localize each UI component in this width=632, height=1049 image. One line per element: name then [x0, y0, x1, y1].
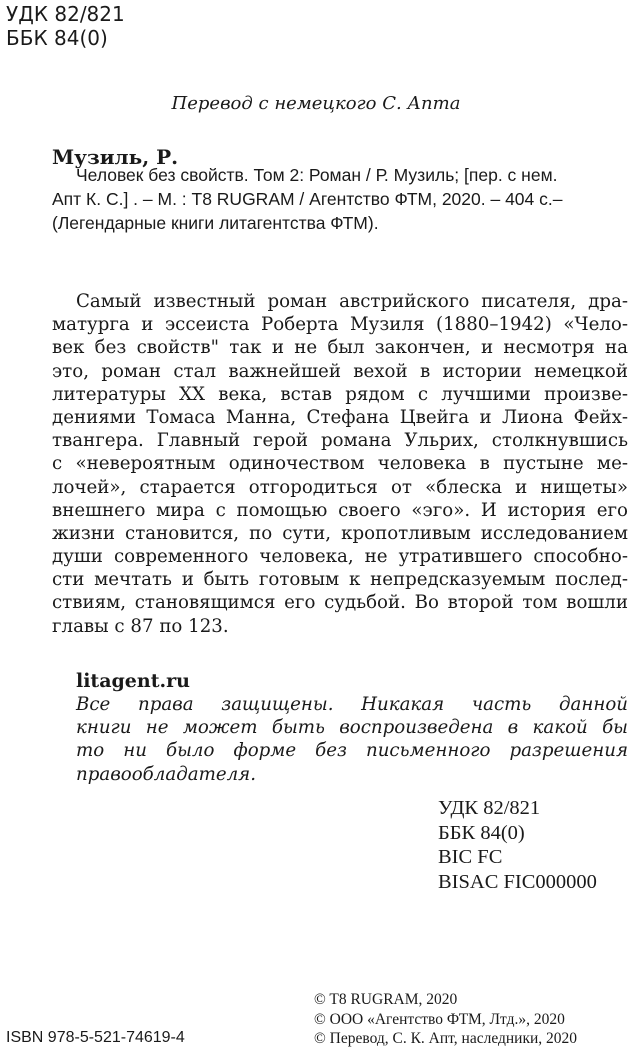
- translation-note: Перевод с немецкого С. Апта: [171, 93, 461, 114]
- isbn: ISBN 978-5-521-74619-4: [6, 1029, 185, 1046]
- author-heading: Музиль, Р.: [52, 145, 179, 169]
- udk-code: УДК 82/821: [438, 797, 541, 819]
- description-paragraph: [52, 290, 628, 638]
- description-line: сти мечтать и быть готовым к непредсказуемым послед-: [52, 569, 628, 591]
- description-line: лочей», старается отгородиться от «блеска и нищеты»: [52, 476, 628, 498]
- rights-line: книги не может быть воспроизведена в какой бы: [76, 717, 628, 739]
- copyright-line: © T8 RUGRAM, 2020: [314, 991, 458, 1008]
- classification-codes: [438, 796, 597, 894]
- biblio-line: Апт К. С.] . – М. : T8 RUGRAM / Агентство ФТМ, 2020. – 404 с.–: [52, 189, 563, 209]
- description-line: Самый известный роман австрийского писателя, дра-: [76, 291, 628, 312]
- rights-line: правообладателя.: [76, 763, 256, 785]
- description-line: главы с 87 по 123.: [52, 615, 229, 637]
- biblio-line: (Легендарные книги литагентства ФТМ).: [52, 213, 379, 233]
- udk-code-top: УДК 82/821: [6, 2, 125, 26]
- bic-code: BIC FC: [438, 846, 503, 868]
- description-line: матурга и эссеиста Роберта Музиля (1880–1942) «Чело-: [52, 314, 628, 336]
- description-line: твангера. Главный герой романа Ульрих, столкнувшись: [52, 430, 628, 452]
- copyright-line: © ООО «Агентство ФТМ, Лтд.», 2020: [314, 1010, 565, 1028]
- bbk-code-top: ББК 84(0): [6, 26, 108, 50]
- copyright-block: [314, 990, 577, 1049]
- description-line: души современного человека, не утратившего способно-: [52, 546, 628, 568]
- copyright-line: © Перевод, С. К. Апт, наследники, 2020: [314, 1030, 578, 1047]
- rights-line: то ни было форме без письменного разрешения: [76, 740, 628, 762]
- description-line: это, роман стал важнейшей вехой в истории немецкой: [52, 360, 628, 382]
- description-line: век без свойств" так и не был закончен, и несмотря на: [52, 337, 628, 359]
- description-line: литературы XX века, встав рядом с лучшими произве-: [52, 383, 628, 405]
- description-line: внешнего мира с помощью своего «эго». И история его: [52, 499, 628, 521]
- rights-notice: [76, 693, 628, 786]
- description-line: жизни становится, по сути, кропотливым исследованием: [52, 522, 628, 544]
- bbk-code: ББК 84(0): [438, 821, 525, 844]
- rights-line: Все права защищены. Никакая часть данной: [76, 694, 628, 715]
- description-line: ствиям, становящимся его судьбой. Во второй том вошли: [52, 592, 628, 614]
- site-link: litagent.ru: [76, 670, 190, 692]
- description-line: дениями Томаса Манна, Стефана Цвейга и Лиона Фейх-: [52, 406, 628, 428]
- bisac-code: BISAC FIC000000: [438, 870, 597, 893]
- biblio-line: Человек без свойств. Том 2: Роман / Р. Музиль; [пер. с нем.: [76, 165, 558, 185]
- description-line: с «невероятным одиночеством человека в пустыне ме-: [52, 453, 628, 475]
